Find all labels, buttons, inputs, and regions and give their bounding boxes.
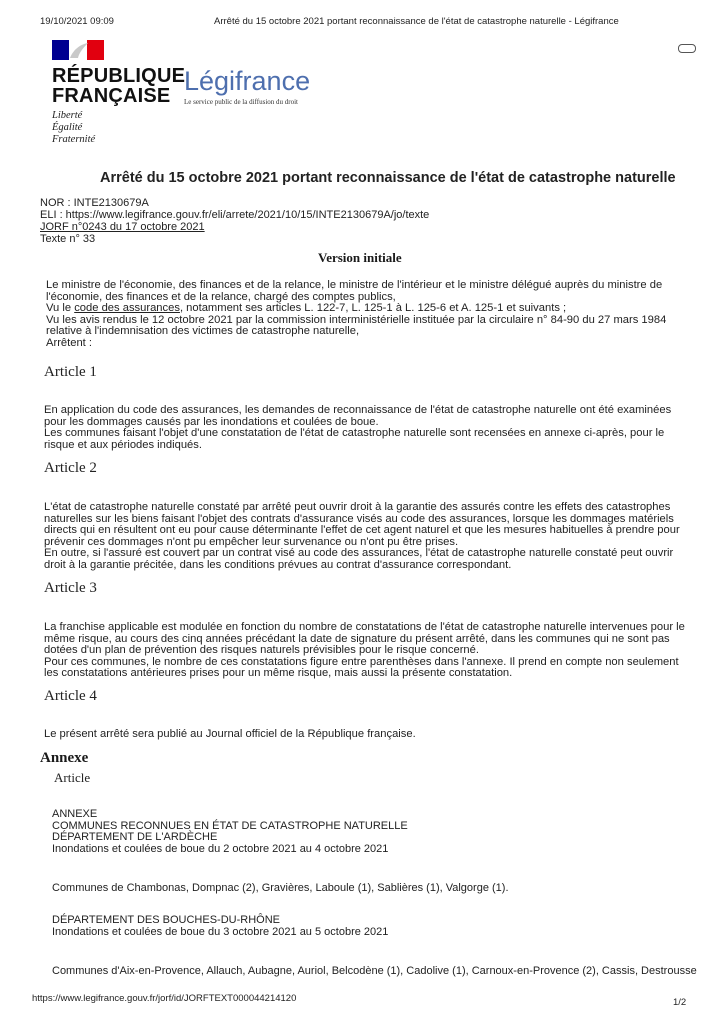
marianne-flag-logo [52,40,104,60]
preamble-vu-code: Vu le code des assurances, notamment ses articles L. 122-7, L. 125-1 à L. 125-6 et A. 125-1 et suivants ; [46,302,567,314]
article-4-heading: Article 4 [44,688,97,704]
legifrance-logo[interactable]: Légifrance [184,66,311,96]
texte-number: Texte n° 33 [40,233,96,245]
article-3-heading: Article 3 [44,580,97,596]
republic-motto: Liberté Égalité Fraternité [52,110,96,145]
bouches-du-rhone-section: DÉPARTEMENT DES BOUCHES-DU-RHÔNE Inondations et coulées de boue du 3 octobre 2021 au 5 octobre 2021 [52,914,389,938]
code-des-assurances-link[interactable]: code des assurances [74,302,180,314]
preamble-vu-avis: Vu les avis rendus le 12 octobre 2021 par la commission interministérielle instituée par la circulaire n° 84-90 du 27 mars 1984 relative à l'indemnisation des victimes de catastrophe naturelle, [46,313,667,337]
article-1-body: En application du code des assurances, les demandes de reconnaissance de l'état de catastrophe naturelle ont été examinées pour les dommages causés par les inondations et coulées de boue. Les communes faisant l'objet d'une constatation de l'état de catastrophe naturelle sont recensées en annexe ci-après, pour le risque et aux périodes indiqués. [44,404,672,451]
print-timestamp: 19/10/2021 09:09 [40,16,114,27]
eli-reference: ELI : https://www.legifrance.gouv.fr/eli/arrete/2021/10/15/INTE2130679A/jo/texte [40,209,430,221]
preamble-arretent: Arrêtent : [46,336,93,349]
article-2-body: L'état de catastrophe naturelle constaté par arrêté peut ouvrir droit à la garantie des assurés contre les effets des catastrophes naturelles sur les biens faisant l'objet des contrats d'assurance visés au code des assurances, lorsque les dommages matériels directs qui en résultent ont eu pour cause déterminante l'effet de cet agent naturel et que les mesures habituelles à prendre pour prévenir ces dommages n'ont pu empêcher leur survenance ou n'ont pu être prises. En outre, si l'assuré est couvert par un contrat visé au code des assurances, l'état de catastrophe naturelle constaté peut ouvrir droit à la garantie précitée, dans les conditions prévues au contrat d'assurance correspondant. [44,501,680,571]
page-number: 1/2 [673,997,687,1008]
print-page-title: Arrêté du 15 octobre 2021 portant reconnaissance de l'état de catastrophe naturelle - Légifrance [214,16,619,27]
article-4-body: Le présent arrêté sera publié au Journal officiel de la République française. [44,728,416,740]
ardeche-communes: Communes de Chambonas, Dompnac (2), Gravières, Laboule (1), Sablières (1), Valgorge (1). [52,882,509,894]
article-3-body: La franchise applicable est modulée en fonction du nombre de constatations de l'état de catastrophe naturelle intervenues pour le même risque, au cours des cinq années précédant la date de signature du présent arrêté, dans les communes qui ne sont pas dotées d'un plan de prévention des risques naturels prévisibles pour le risque concerné. Pour ces communes, le nombre de ces constatations figure entre parenthèses dans l'annexe. Il prend en compte non seulement les constatations antérieures prises pour un même risque, mais aussi la présente constatation. [44,621,685,679]
page-title: Arrêté du 15 octobre 2021 portant reconnaissance de l'état de catastrophe naturelle [100,170,676,186]
preamble-ministers: Le ministre de l'économie, des finances et de la relance, le ministre de l'intérieur et le ministre délégué auprès du ministre de l'économie, des finances et de la relance, chargé des comptes publics, [46,279,663,303]
article-2-heading: Article 2 [44,460,97,476]
version-heading: Version initiale [318,250,402,265]
preamble [46,280,686,349]
jorf-link[interactable]: JORF n°0243 du 17 octobre 2021 [40,221,205,233]
article-1-heading: Article 1 [44,364,97,380]
legifrance-tagline: Le service public de la diffusion du droit [184,98,298,106]
bouches-du-rhone-communes: Communes d'Aix-en-Provence, Allauch, Aubagne, Auriol, Belcodène (1), Cadolive (1), Carnoux-en-Provence (2), Cassis, Destrousse [52,965,697,977]
nor-reference: NOR : INTE2130679A [40,197,149,209]
footer-url[interactable]: https://www.legifrance.gouv.fr/jorf/id/JORFTEXT000044214120 [32,993,297,1004]
annexe-article-label: Article [54,770,91,785]
annexe-title: ANNEXE COMMUNES RECONNUES EN ÉTAT DE CATASTROPHE NATURELLE DÉPARTEMENT DE L'ARDÈCHE Inondations et coulées de boue du 2 octobre 2021 au 4 octobre 2021 [52,808,408,855]
menu-toggle-icon[interactable] [678,44,696,53]
annexe-heading: Annexe [40,750,89,766]
republique-francaise-wordmark: RÉPUBLIQUE FRANÇAISE [52,65,186,107]
